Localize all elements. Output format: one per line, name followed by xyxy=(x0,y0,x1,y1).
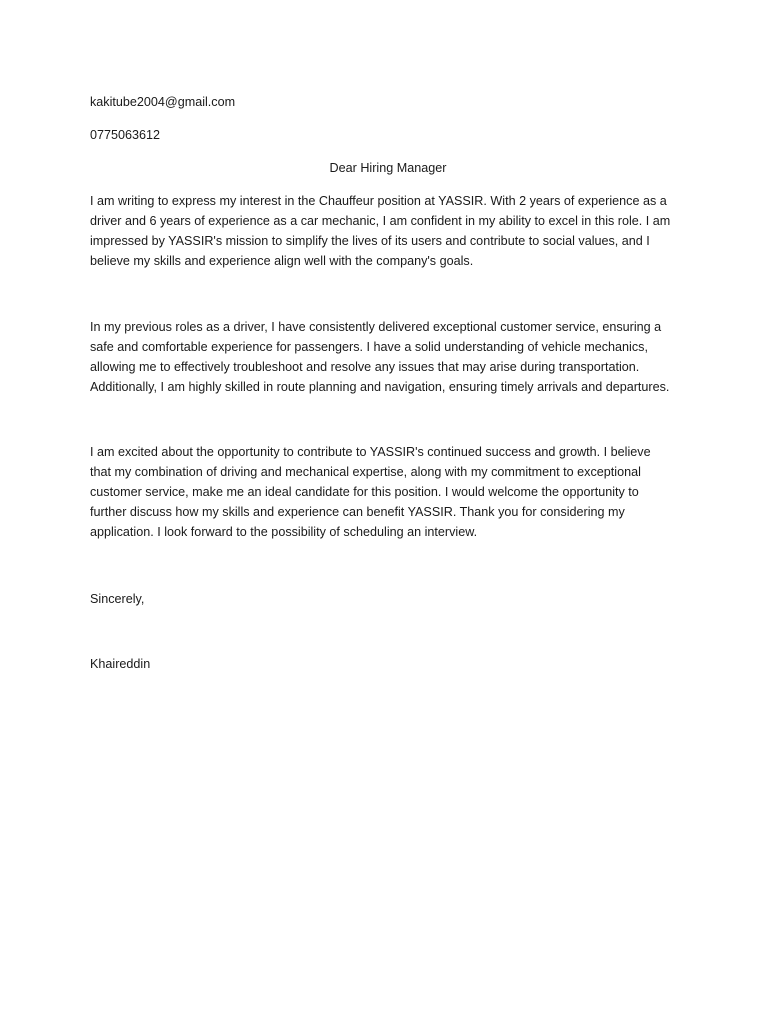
paragraph-line: that my combination of driving and mechanical expertise, along with my commitment to exceptional xyxy=(90,465,641,479)
paragraph-line: application. I look forward to the possibility of scheduling an interview. xyxy=(90,525,478,539)
closing: Sincerely, xyxy=(90,592,145,606)
sender-phone: 0775063612 xyxy=(90,128,161,142)
paragraph-line: safe and comfortable experience for passengers. I have a solid understanding of vehicle mechanics, xyxy=(90,340,648,354)
body-paragraph-2 xyxy=(90,317,690,397)
paragraph-line: I am writing to express my interest in the Chauffeur position at YASSIR. With 2 years of experience as a xyxy=(90,194,667,208)
paragraph-line: Additionally, I am highly skilled in route planning and navigation, ensuring timely arrivals and departures. xyxy=(90,380,670,394)
paragraph-line: customer service, make me an ideal candidate for this position. I would welcome the opportunity to xyxy=(90,485,639,499)
paragraph-line: driver and 6 years of experience as a car mechanic, I am confident in my ability to excel in this role. I am xyxy=(90,214,671,228)
sender-email: kakitube2004@gmail.com xyxy=(90,95,236,109)
paragraph-line: believe my skills and experience align well with the company's goals. xyxy=(90,254,474,268)
salutation: Dear Hiring Manager xyxy=(329,161,447,175)
paragraph-line: impressed by YASSIR's mission to simplify the lives of its users and contribute to social values, and I xyxy=(90,234,650,248)
signature-name: Khaireddin xyxy=(90,657,151,671)
body-paragraph-3 xyxy=(90,442,690,542)
paragraph-line: In my previous roles as a driver, I have consistently delivered exceptional customer service, ensuring a xyxy=(90,320,662,334)
paragraph-line: allowing me to effectively troubleshoot and resolve any issues that may arise during transportation. xyxy=(90,360,640,374)
paragraph-line: I am excited about the opportunity to contribute to YASSIR's continued success and growth. I believe xyxy=(90,445,651,459)
body-paragraph-1 xyxy=(90,191,690,271)
paragraph-line: further discuss how my skills and experience can benefit YASSIR. Thank you for considering my xyxy=(90,505,625,519)
